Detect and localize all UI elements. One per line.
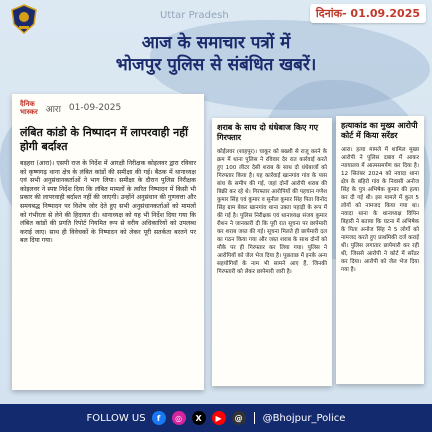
separator <box>254 412 255 424</box>
clipping-body: कोईलवर (शाहपुर)। चाकूर को बख्शी से राजू करने के क्रम में थाना पुलिस ने रविवार देर रात कार्रवाई करते हुए 100 लीटर देसी शराब के साथ दो धंधेबाजों को गिरफ्तार किया है। यह कार्रवाई खानगांव गांव के पास बांध के समीप की गई, जहां दोनों आरोपी शराब की बिक्री कर रहे थे। गिरफ्तार आरोपियों की पहचान गणेश कुमार सिंह एवं कुमार व सुनील कुमार सिंह पिता विनोद सिंह ग्राम बेकर खानगांव थाना उक्ता पहाड़ी के रूप में की गई है। पुलिस निरीक्षक एवं थानाध्यक्ष संजय कुमार रौशन ने जानकारी दी कि पूरी रात सूचना पर छापेमारी कर शराब जब्त की गई। सूचना मिलते ही छापेमारी दल का गठन किया गया और जब्त शराब के साथ दोनों को मौके पर ही गिरफ्तार कर लिया गया। पुलिस ने आरोपियों को जेल भेज दिया है। पूछताछ में इनके अन्य सहयोगियों के नाम भी सामने आए हैं, जिनकी गिरफ्तारी को लेकर छापेमारी जारी है। <box>217 149 327 275</box>
news-clipping <box>212 118 332 386</box>
news-clipping <box>12 94 204 390</box>
footer-bar <box>0 404 432 432</box>
threads-icon[interactable]: @ <box>232 411 246 425</box>
youtube-icon[interactable]: ▶ <box>212 411 226 425</box>
news-clipping <box>336 116 424 384</box>
clipping-location: आरा <box>45 104 61 115</box>
headline-line: भोजपुर पुलिस से संबंधित खबरें। <box>115 55 317 75</box>
date-badge: दिनांक- 01.09.2025 <box>310 4 426 23</box>
follow-label: FOLLOW US <box>86 412 146 424</box>
bihar-police-emblem-icon <box>10 4 38 34</box>
clipping-body: बड़हरा (आरा)। एसपी राज के निर्देश में आरक्षी निरीक्षक कोइलवर द्वारा रविवार को कृष्णगढ़ थाना क्षेत्र के लंबित कांडों की समीक्षा की गई। बैठक में थानाध्यक्ष एवं सभी अनुसंधानकर्ताओं ने भाग लिया। समीक्षा के दौरान पुलिस निरीक्षक कोइलवर ने स्पष्ट निर्देश दिया कि लंबित मामलों के त्वरित निष्पादन में किसी भी प्रकार की लापरवाही बर्दाश्त नहीं की जाएगी। उन्होंने अनुसंधान की गुणवत्ता और समयबद्ध निष्पादन पर विशेष जोर देते हुए सभी अनुसंधानकर्ताओं को मामलों को गंभीरता से लेने की हिदायत दी। थानाध्यक्ष को यह भी निर्देश दिया गया कि लंबित कांडों की प्रगति रिपोर्ट नियमित रूप से वरीय अधिकारियों को उपलब्ध कराई जाए। साथ ही विवेचकों के निष्पादन को लेकर पूरी सतर्कता बरतने पर बल दिया गया। <box>20 160 196 245</box>
x-icon[interactable]: X <box>192 411 206 425</box>
instagram-icon[interactable]: ◎ <box>172 411 186 425</box>
clipping-title: शराब के साथ दो धंधेबाज किए गए गिरफ्तार <box>217 122 319 142</box>
map-label: Uttar Pradesh <box>160 10 229 21</box>
page-headline <box>0 32 432 76</box>
clipping-title: हत्याकांड का मुख्य आरोपी कोर्ट में किया सरेंडर <box>341 120 418 140</box>
social-handle[interactable]: @Bhojpur_Police <box>262 412 346 424</box>
headline-line: आज के समाचार पत्रों में <box>141 33 291 53</box>
clipping-body: आरा। हत्या मामले में शामिल मुख्य आरोपी ने पुलिस दबाव में आकर न्यायालय में आत्मसमर्पण कर दिया है। 12 सितंबर 2024 को नवादा थाना क्षेत्र के बहिरो गांव के निवासी अनोज सिंह के पुत्र अभिषेक कुमार की हत्या कर दी गई थी। इस मामले में कुल 5 लोगों को नामजद किया गया था। नवादा थाना के थानाध्यक्ष विपिन बिहारी ने बताया कि घटना में अभिषेक के पिता अनोज सिंह ने 5 लोगों को नामजद करते हुए प्राथमिकी दर्ज कराई थी। पुलिस लगातार छापेमारी कर रही थी, जिससे आरोपी ने कोर्ट में सरेंडर कर दिया। आरोपी को जेल भेज दिया गया है। <box>341 147 419 273</box>
publication-header <box>12 94 204 122</box>
dainik-bhaskar-logo: दैनिक भास्कर <box>20 100 38 116</box>
facebook-icon[interactable]: f <box>152 411 166 425</box>
clipping-date: 01-09-2025 <box>68 103 122 113</box>
clipping-title: लंबित कांडो के निष्पादन में लापरवाही नहीं होगी बर्दाश्त <box>20 126 188 153</box>
